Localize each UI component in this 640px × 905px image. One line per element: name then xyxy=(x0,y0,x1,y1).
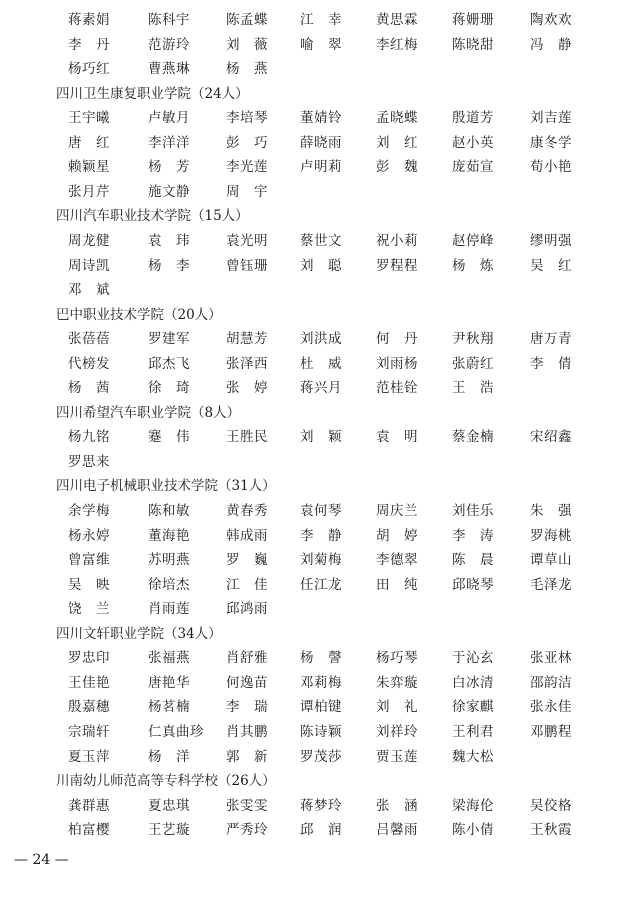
name-row xyxy=(0,745,640,769)
person-name: 喻 翠 xyxy=(300,36,342,53)
person-name: 卢明莉 xyxy=(300,159,342,176)
person-name: 冯 静 xyxy=(530,36,572,53)
person-name: 黄思霖 xyxy=(376,12,418,28)
person-name: 刘 颖 xyxy=(300,429,342,446)
person-name: 杨 燕 xyxy=(226,61,268,78)
person-name: 赵停峰 xyxy=(452,232,494,249)
person-name: 刘 礼 xyxy=(376,699,418,716)
person-name: 杨 謦 xyxy=(300,650,342,667)
person-name: 于沁玄 xyxy=(452,650,494,667)
name-row xyxy=(0,327,640,351)
person-name: 王秋霞 xyxy=(530,822,572,839)
person-name: 刘祥玲 xyxy=(376,723,418,740)
person-name: 陈小倩 xyxy=(452,822,494,839)
person-name: 罗海桃 xyxy=(530,527,572,544)
person-name: 蒋姗珊 xyxy=(452,12,494,28)
person-name: 尹秋翔 xyxy=(452,331,494,348)
person-name: 康冬学 xyxy=(530,134,572,151)
person-name: 邓鹏程 xyxy=(530,723,572,740)
person-name: 江 幸 xyxy=(300,12,342,28)
name-row xyxy=(0,131,640,155)
person-name: 刘雨杨 xyxy=(376,355,418,372)
person-name: 刘吉莲 xyxy=(530,110,572,127)
name-row xyxy=(0,450,640,474)
person-name: 蔡金楠 xyxy=(452,429,494,446)
name-row xyxy=(0,818,640,842)
person-name: 宋绍鑫 xyxy=(530,429,572,446)
person-name: 王宇曦 xyxy=(68,110,110,127)
page-number: — 24 — xyxy=(14,852,69,868)
person-name: 杨九铭 xyxy=(68,429,110,446)
person-name: 张永佳 xyxy=(530,699,572,716)
person-name: 刘 红 xyxy=(376,134,418,151)
person-name: 唐 红 xyxy=(68,134,110,151)
name-row xyxy=(0,278,640,302)
person-name: 王 浩 xyxy=(452,380,494,397)
person-name: 唐艳华 xyxy=(148,674,190,691)
person-name: 杨巧红 xyxy=(68,61,110,78)
person-name: 任江龙 xyxy=(300,576,342,593)
person-name: 陈孟蝶 xyxy=(226,12,268,28)
person-name: 陈诗颖 xyxy=(300,723,342,740)
person-name: 徐培杰 xyxy=(148,576,190,593)
name-row xyxy=(0,180,640,204)
person-name: 罗建军 xyxy=(148,331,190,348)
name-row xyxy=(0,548,640,572)
person-name: 张雯雯 xyxy=(226,797,268,814)
person-name: 韩成雨 xyxy=(226,527,268,544)
person-name: 邵韵洁 xyxy=(530,674,572,691)
person-name: 蒋梦玲 xyxy=(300,797,342,814)
name-row xyxy=(0,254,640,278)
name-row xyxy=(0,8,640,32)
person-name: 吴佼格 xyxy=(530,797,572,814)
person-name: 蹇 伟 xyxy=(148,429,190,446)
person-name: 蒋素娟 xyxy=(68,12,110,28)
person-name: 谭柏键 xyxy=(300,699,342,716)
person-name: 刘 薇 xyxy=(226,36,268,53)
name-row xyxy=(0,33,640,57)
person-name: 殷嘉穗 xyxy=(68,699,110,716)
person-name: 宗瑞轩 xyxy=(68,723,110,740)
person-name: 杨茗楠 xyxy=(148,699,190,716)
person-name: 邱晓琴 xyxy=(452,576,494,593)
person-name: 曹燕琳 xyxy=(148,61,190,78)
person-name: 缪明强 xyxy=(530,232,572,249)
person-name: 何 丹 xyxy=(376,331,418,348)
person-name: 邱 润 xyxy=(300,822,342,839)
person-name: 卢敏月 xyxy=(148,110,190,127)
person-name: 施文静 xyxy=(148,183,190,200)
person-name: 周 宇 xyxy=(226,183,268,200)
person-name: 杜 威 xyxy=(300,355,342,372)
person-name: 徐 琦 xyxy=(148,380,190,397)
person-name: 严秀玲 xyxy=(226,822,268,839)
person-name: 苏明燕 xyxy=(148,552,190,569)
name-row xyxy=(0,57,640,81)
person-name: 张 婷 xyxy=(226,380,268,397)
name-row xyxy=(0,671,640,695)
person-name: 曾钰珊 xyxy=(226,257,268,274)
person-name: 张福燕 xyxy=(148,650,190,667)
person-name: 徐家麒 xyxy=(452,699,494,716)
person-name: 袁 明 xyxy=(376,429,418,446)
person-name: 江 佳 xyxy=(226,576,268,593)
person-name: 柏富樱 xyxy=(68,822,110,839)
person-name: 毛泽龙 xyxy=(530,576,572,593)
section-header: 四川希望汽车职业学院（8人） xyxy=(56,404,241,421)
person-name: 刘佳乐 xyxy=(452,503,494,519)
person-name: 杨 洋 xyxy=(148,748,190,765)
section-header: 四川电子机械职业技术学院（31人） xyxy=(56,478,276,495)
person-name: 龚群惠 xyxy=(68,797,110,814)
section-header: 四川汽车职业技术学院（15人） xyxy=(56,208,249,225)
person-name: 李红梅 xyxy=(376,36,418,53)
person-name: 董婧铃 xyxy=(300,110,342,127)
person-name: 杨 茜 xyxy=(68,380,110,397)
name-row xyxy=(0,106,640,130)
person-name: 仁真曲珍 xyxy=(148,723,204,740)
person-name: 庞茹宣 xyxy=(452,159,494,176)
person-name: 袁光明 xyxy=(226,232,268,249)
person-name: 李 静 xyxy=(300,527,342,544)
person-name: 周诗凯 xyxy=(68,257,110,274)
person-name: 范桂铨 xyxy=(376,380,418,397)
person-name: 陈晓甜 xyxy=(452,36,494,53)
person-name: 白冰清 xyxy=(452,674,494,691)
name-row xyxy=(0,352,640,376)
name-row xyxy=(0,695,640,719)
section-header: 四川卫生康复职业学院（24人） xyxy=(56,85,249,102)
name-row xyxy=(0,597,640,621)
person-name: 邱杰飞 xyxy=(148,355,190,372)
name-row xyxy=(0,794,640,818)
person-name: 吕馨雨 xyxy=(376,822,418,839)
person-name: 刘洪成 xyxy=(300,331,342,348)
person-name: 唐万青 xyxy=(530,331,572,348)
person-name: 王佳艳 xyxy=(68,674,110,691)
person-name: 吴 红 xyxy=(530,257,572,274)
person-name: 陈 晨 xyxy=(452,552,494,569)
section-header: 巴中职业技术学院（20人） xyxy=(56,306,222,323)
person-name: 彭 魏 xyxy=(376,159,418,176)
person-name: 肖雨莲 xyxy=(148,601,190,618)
person-name: 朱 强 xyxy=(530,503,572,519)
person-name: 胡 婷 xyxy=(376,527,418,544)
person-name: 张蔚红 xyxy=(452,355,494,372)
person-name: 代榜发 xyxy=(68,355,110,372)
name-row xyxy=(0,646,640,670)
name-row xyxy=(0,376,640,400)
person-name: 陶欢欢 xyxy=(530,12,572,28)
person-name: 李培琴 xyxy=(226,110,268,127)
person-name: 蔡世文 xyxy=(300,232,342,249)
person-name: 李 涛 xyxy=(452,527,494,544)
person-name: 孟晓蝶 xyxy=(376,110,418,127)
person-name: 杨永婷 xyxy=(68,527,110,544)
person-name: 罗程程 xyxy=(376,257,418,274)
person-name: 曾富维 xyxy=(68,552,110,569)
person-name: 余学梅 xyxy=(68,503,110,519)
person-name: 夏玉萍 xyxy=(68,748,110,765)
person-name: 范游玲 xyxy=(148,36,190,53)
person-name: 李德翠 xyxy=(376,552,418,569)
person-name: 李洋洋 xyxy=(148,134,190,151)
person-name: 杨 李 xyxy=(148,257,190,274)
person-name: 殷道芳 xyxy=(452,110,494,127)
person-name: 张蓓蓓 xyxy=(68,331,110,348)
section-header: 川南幼儿师范高等专科学校（26人） xyxy=(56,773,276,790)
person-name: 梁海伦 xyxy=(452,797,494,814)
person-name: 薛晓雨 xyxy=(300,134,342,151)
person-name: 田 纯 xyxy=(376,576,418,593)
person-name: 肖其鹏 xyxy=(226,723,268,740)
name-row xyxy=(0,524,640,548)
person-name: 祝小莉 xyxy=(376,232,418,249)
person-name: 黄春秀 xyxy=(226,503,268,519)
person-name: 邓 斌 xyxy=(68,282,110,299)
name-row xyxy=(0,499,640,523)
person-name: 荀小艳 xyxy=(530,159,572,176)
person-name: 何逸苗 xyxy=(226,674,268,691)
person-name: 夏忠琪 xyxy=(148,797,190,814)
person-name: 李 丹 xyxy=(68,36,110,53)
person-name: 杨巧琴 xyxy=(376,650,418,667)
person-name: 刘菊梅 xyxy=(300,552,342,569)
person-name: 罗 巍 xyxy=(226,552,268,569)
name-row xyxy=(0,573,640,597)
person-name: 王胜民 xyxy=(226,429,268,446)
person-name: 周龙健 xyxy=(68,232,110,249)
person-name: 郭 新 xyxy=(226,748,268,765)
person-name: 吴 映 xyxy=(68,576,110,593)
person-name: 朱弈璇 xyxy=(376,674,418,691)
person-name: 饶 兰 xyxy=(68,601,110,618)
person-name: 李 倩 xyxy=(530,355,572,372)
person-name: 刘 聪 xyxy=(300,257,342,274)
person-name: 胡慧芳 xyxy=(226,331,268,348)
person-name: 邱鸿雨 xyxy=(226,601,268,618)
person-name: 李 瑞 xyxy=(226,699,268,716)
section-header: 四川文轩职业学院（34人） xyxy=(56,625,222,642)
person-name: 王艺璇 xyxy=(148,822,190,839)
person-name: 张泽西 xyxy=(226,355,268,372)
name-row xyxy=(0,155,640,179)
person-name: 周庆兰 xyxy=(376,503,418,519)
person-name: 袁 玮 xyxy=(148,232,190,249)
person-name: 肖舒雅 xyxy=(226,650,268,667)
person-name: 赵小英 xyxy=(452,134,494,151)
person-name: 魏大松 xyxy=(452,748,494,765)
person-name: 张月芹 xyxy=(68,183,110,200)
person-name: 张 涵 xyxy=(376,797,418,814)
person-name: 王利君 xyxy=(452,723,494,740)
person-name: 彭 巧 xyxy=(226,134,268,151)
person-name: 蒋兴月 xyxy=(300,380,342,397)
person-name: 杨 炼 xyxy=(452,257,494,274)
person-name: 杨 芳 xyxy=(148,159,190,176)
person-name: 贾玉莲 xyxy=(376,748,418,765)
person-name: 张亚林 xyxy=(530,650,572,667)
name-row xyxy=(0,425,640,449)
person-name: 罗茂莎 xyxy=(300,748,342,765)
person-name: 邓莉梅 xyxy=(300,674,342,691)
person-name: 谭草山 xyxy=(530,552,572,569)
person-name: 陈和敏 xyxy=(148,503,190,519)
name-row xyxy=(0,720,640,744)
name-row xyxy=(0,229,640,253)
person-name: 陈科宇 xyxy=(148,12,190,28)
person-name: 罗忠印 xyxy=(68,650,110,667)
person-name: 李光莲 xyxy=(226,159,268,176)
person-name: 董海艳 xyxy=(148,527,190,544)
person-name: 赖颖星 xyxy=(68,159,110,176)
person-name: 袁何琴 xyxy=(300,503,342,519)
person-name: 罗思来 xyxy=(68,453,110,470)
